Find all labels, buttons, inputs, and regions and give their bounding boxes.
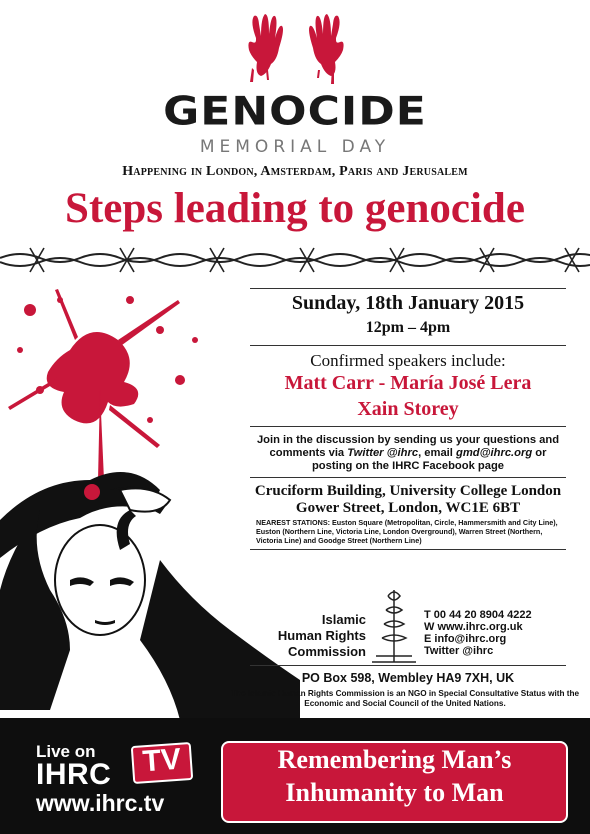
org-phone: T 00 44 20 8904 4222 xyxy=(424,609,532,621)
org-name-line: Human Rights xyxy=(277,628,366,643)
speakers-line-1: Matt Carr - María José Lera xyxy=(284,372,532,394)
tv-badge xyxy=(131,742,194,784)
ihrc-tv-brand: IHRC xyxy=(36,758,112,791)
divider xyxy=(250,288,566,289)
divider xyxy=(250,477,566,478)
ngo-statement: The Islamic Human Rights Commission is an NGO in Special Consultative Status with the Economic and Social Council of the United Nations. xyxy=(230,689,580,708)
divider xyxy=(250,665,566,666)
nearest-stations: NEAREST STATIONS: Euston Square (Metropolitan, Circle, Hammersmith and City Line), Euston (Northern Line, Victoria Line, London Overground), Warren Street (Northern, Victoria Line) and Goodge Street (Northern Line) xyxy=(256,518,558,545)
ihrc-logo-mark xyxy=(368,586,420,666)
venue-line-2: Gower Street, London, WC1E 6BT xyxy=(295,500,521,516)
tv-badge-label: TV xyxy=(141,742,183,779)
email-link[interactable]: gmd@ihrc.org xyxy=(456,447,533,459)
org-contact xyxy=(424,609,532,657)
org-name xyxy=(248,612,366,660)
ihrc-tv-url[interactable]: www.ihrc.tv xyxy=(36,790,165,816)
venue-line-1: Cruciform Building, University College London xyxy=(254,483,562,499)
speakers-line-2: Xain Storey xyxy=(357,398,459,420)
event-time: 12pm – 4pm xyxy=(365,319,451,336)
speakers-intro: Confirmed speakers include: xyxy=(310,351,506,370)
event-logo-subtitle: MEMORIAL DAY xyxy=(199,137,391,157)
event-logo-title: GENOCIDE xyxy=(163,88,427,135)
divider xyxy=(250,549,566,550)
divider xyxy=(250,345,566,346)
org-twitter[interactable]: Twitter @ihrc xyxy=(424,645,494,657)
bloody-hands-icon xyxy=(226,8,366,88)
org-name-line: Commission xyxy=(287,644,366,659)
org-web[interactable]: W www.ihrc.org.uk xyxy=(424,621,523,633)
headline: Steps leading to genocide xyxy=(65,185,525,232)
twitter-handle[interactable]: Twitter @ihrc xyxy=(347,447,419,459)
org-email[interactable]: E info@ihrc.org xyxy=(424,633,507,645)
join-discussion-text: Join in the discussion by sending us your questions and comments via Twitter @ihrc, email gmd@ihrc.org or posting on the IHRC Facebook page xyxy=(256,434,560,472)
remembering-banner xyxy=(221,741,568,823)
org-name-line: Islamic xyxy=(321,612,366,627)
remembering-line-1: Remembering Man’s xyxy=(277,745,512,774)
live-on-label: Live on xyxy=(36,742,96,761)
po-box: PO Box 598, Wembley HA9 7XH, UK xyxy=(301,671,515,685)
event-date: Sunday, 18th January 2015 xyxy=(291,292,525,314)
cities-line: Happening in London, Amsterdam, Paris and Jerusalem xyxy=(122,164,468,179)
divider xyxy=(250,426,566,427)
remembering-line-2: Inhumanity to Man xyxy=(285,778,504,807)
